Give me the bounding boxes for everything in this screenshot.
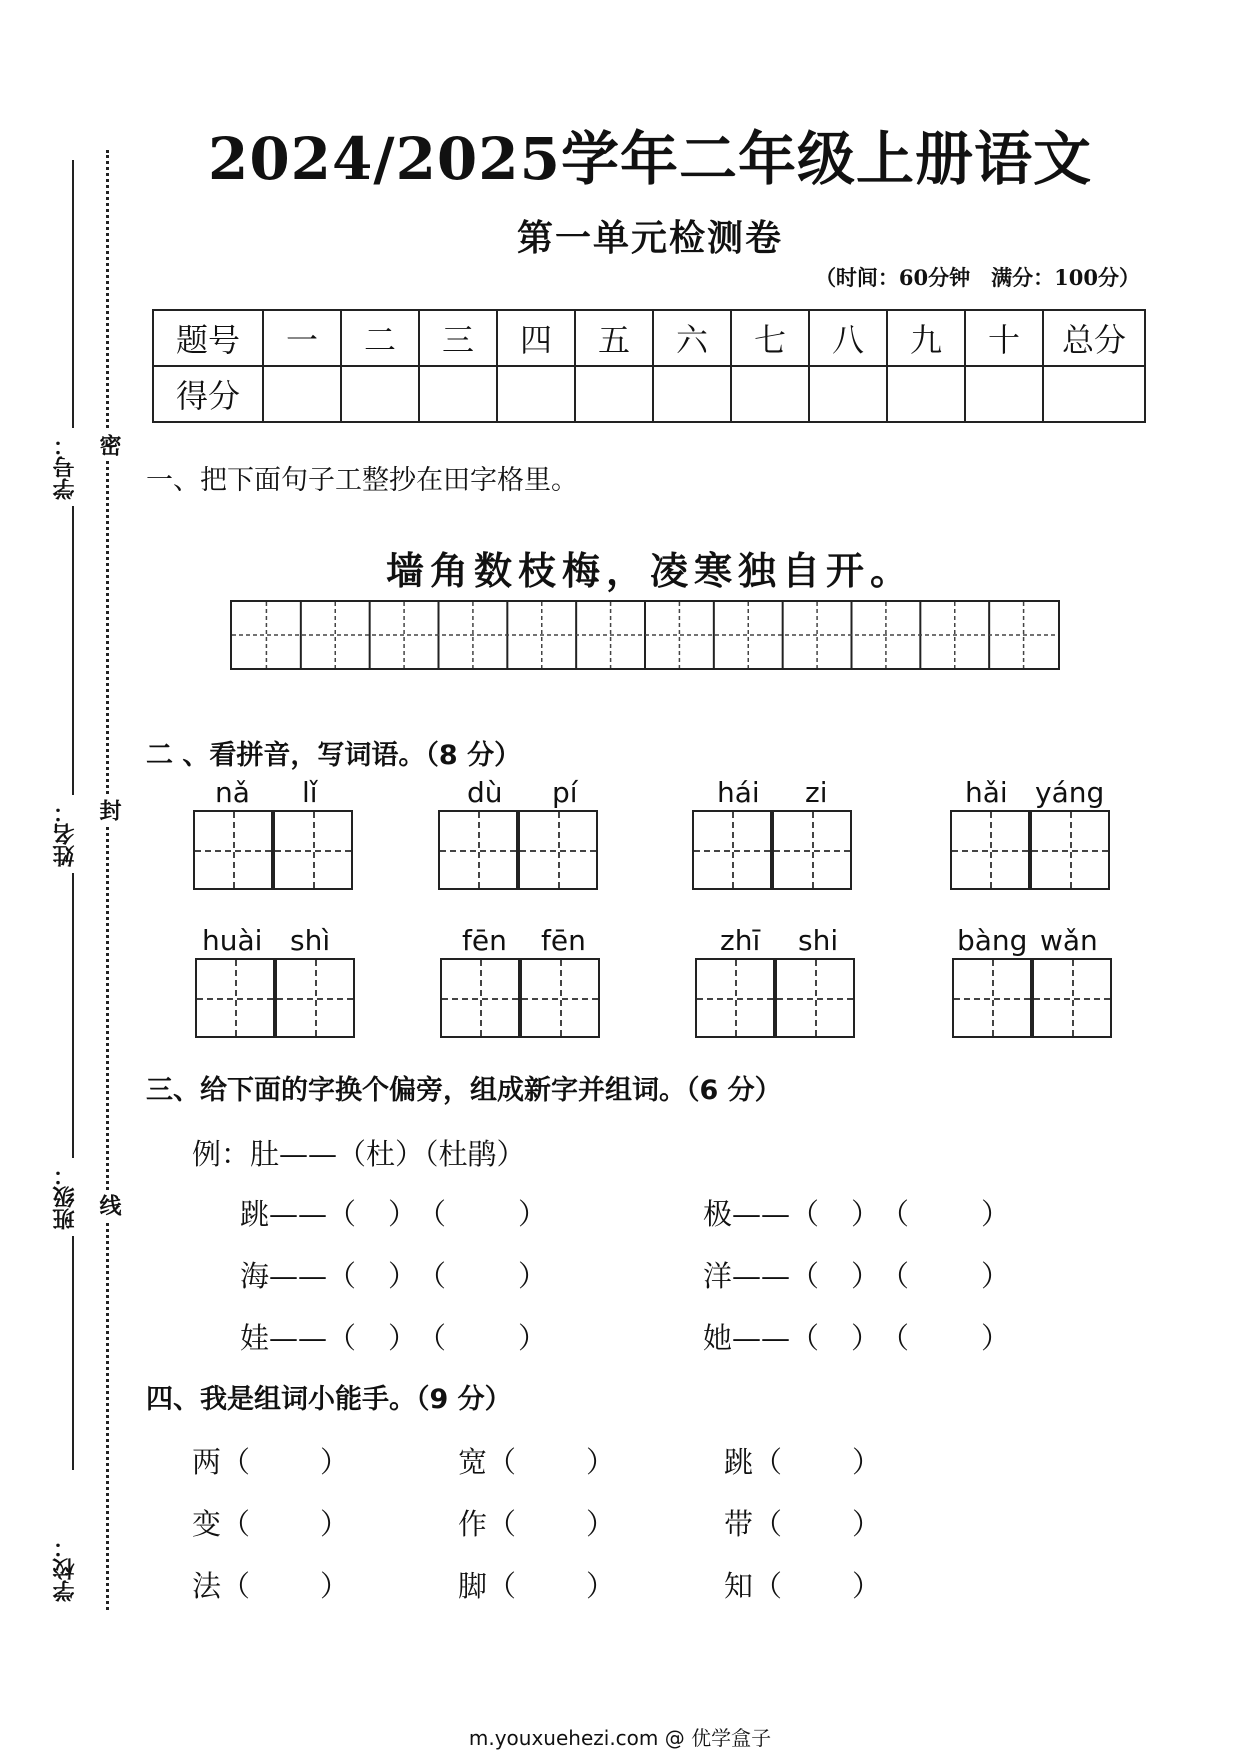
pinyin-label: dù [467,776,503,809]
score-input-cell[interactable] [887,366,965,422]
copy-sentence: 墙角数枝梅，凌寒独自开。 [385,548,914,593]
score-cell: 四 [497,310,575,366]
answer-blank[interactable]: （ ） [487,1569,616,1603]
tianzige-box[interactable] [695,958,775,1038]
pinyin-label: huài [202,924,263,957]
score-input-cell[interactable] [1043,366,1145,422]
student-name-label: 姓名： [50,795,81,873]
answer-blank-char[interactable]: （ ） [790,1259,881,1293]
score-table-header-row [153,310,1145,366]
word-item [192,1564,349,1605]
pinyin-label: fēn [541,924,586,957]
answer-blank[interactable]: （ ） [221,1445,350,1479]
word-item [192,1502,349,1543]
pinyin-label: hái [717,776,760,809]
question-1-heading: 一、把下面句子工整抄在田字格里。 [146,465,578,496]
radical-char: 娃 [240,1321,270,1355]
tianzige-box[interactable] [518,810,598,890]
score-cell: 二 [341,310,419,366]
school-label: 学校： [50,1530,81,1608]
score-table [152,309,1146,423]
copy-grid-lines [232,602,1058,668]
radical-item [703,1192,1010,1233]
answer-blank[interactable]: （ ） [753,1569,882,1603]
pinyin-label: lǐ [302,776,318,809]
tianzige-box[interactable] [440,958,520,1038]
tianzige-box[interactable] [438,810,518,890]
word-char: 宽 [458,1445,488,1479]
pinyin-label: nǎ [215,776,250,809]
score-table-score-row [153,366,1145,422]
pinyin-label: fēn [462,924,507,957]
answer-blank-word[interactable]: （ ） [417,1197,548,1231]
word-item [458,1564,615,1605]
score-input-cell[interactable] [575,366,653,422]
pinyin-label: yáng [1035,776,1105,809]
score-cell: 六 [653,310,731,366]
pinyin-label: hǎi [965,776,1008,809]
tianzige-box[interactable] [775,958,855,1038]
tianzige-box[interactable] [772,810,852,890]
word-char: 跳 [724,1445,754,1479]
radical-dash: —— [732,1321,791,1355]
score-cell: 题号 [153,310,263,366]
seal-char-xian: 线 [93,1190,124,1220]
pinyin-label: shì [290,924,331,957]
radical-item [240,1192,547,1233]
pinyin-label: zi [805,776,828,809]
word-char: 带 [724,1507,754,1541]
radical-char: 极 [703,1197,733,1231]
radical-char: 海 [240,1259,270,1293]
answer-blank-word[interactable]: （ ） [417,1321,548,1355]
word-char: 作 [458,1507,488,1541]
score-cell: 三 [419,310,497,366]
word-char: 法 [192,1569,222,1603]
answer-blank-char[interactable]: （ ） [790,1197,881,1231]
answer-blank-char[interactable]: （ ） [327,1197,418,1231]
question-2-heading: 二 、看拼音，写词语。（8 分） [146,740,522,771]
answer-blank-char[interactable]: （ ） [790,1321,881,1355]
radical-item [240,1254,547,1295]
score-input-cell[interactable] [497,366,575,422]
tianzige-box[interactable] [1030,810,1110,890]
word-char: 两 [192,1445,222,1479]
word-char: 脚 [458,1569,488,1603]
score-input-cell[interactable] [809,366,887,422]
tianzige-box[interactable] [950,810,1030,890]
answer-blank[interactable]: （ ） [221,1507,350,1541]
word-char: 变 [192,1507,222,1541]
word-item [458,1502,615,1543]
score-cell: 一 [263,310,341,366]
class-label: 班级： [50,1158,81,1236]
answer-blank-word[interactable]: （ ） [880,1321,1011,1355]
exam-meta: （时间：60分钟 满分：100分） [814,265,1140,290]
tianzige-box[interactable] [952,958,1032,1038]
radical-item [703,1254,1010,1295]
answer-blank-word[interactable]: （ ） [880,1259,1011,1293]
score-cell: 十 [965,310,1043,366]
pinyin-label: bàng [957,924,1028,957]
score-row-label: 得分 [153,366,263,422]
word-item [724,1502,881,1543]
seal-char-mi: 密 [93,430,124,460]
word-item [724,1564,881,1605]
page-subtitle: 第一单元检测卷 [516,217,783,259]
score-input-cell[interactable] [263,366,341,422]
seal-char-feng: 封 [93,795,124,825]
tianzige-box[interactable] [520,958,600,1038]
radical-dash: —— [269,1259,328,1293]
score-input-cell[interactable] [653,366,731,422]
tianzige-box[interactable] [275,958,355,1038]
tianzige-box[interactable] [692,810,772,890]
answer-blank-char[interactable]: （ ） [327,1321,418,1355]
radical-dash: —— [269,1197,328,1231]
copy-grid[interactable] [230,600,1060,670]
answer-blank[interactable]: （ ） [487,1507,616,1541]
tianzige-box[interactable] [193,810,273,890]
score-input-cell[interactable] [341,366,419,422]
radical-item [240,1316,547,1357]
word-char: 知 [724,1569,754,1603]
score-input-cell[interactable] [731,366,809,422]
answer-blank-word[interactable]: （ ） [417,1259,548,1293]
radical-dash: —— [732,1197,791,1231]
score-cell: 五 [575,310,653,366]
word-item [458,1440,615,1481]
radical-char: 跳 [240,1197,270,1231]
score-cell: 七 [731,310,809,366]
answer-blank[interactable]: （ ） [753,1507,882,1541]
footer-watermark: m.youxuehezi.com @ 优学盒子 [468,1726,772,1750]
answer-blank[interactable]: （ ） [753,1445,882,1479]
word-item [192,1440,349,1481]
question-3-example: 例：肚——（杜）（杜鹃） [192,1137,526,1171]
score-input-cell[interactable] [419,366,497,422]
tianzige-box[interactable] [1032,958,1112,1038]
score-cell: 总分 [1043,310,1145,366]
word-item [724,1440,881,1481]
radical-char: 她 [703,1321,733,1355]
score-input-cell[interactable] [965,366,1043,422]
answer-blank[interactable]: （ ） [487,1445,616,1479]
page-title: 2024/2025学年二年级上册语文 [207,125,1093,193]
radical-dash: —— [732,1259,791,1293]
radical-char: 洋 [703,1259,733,1293]
score-cell: 八 [809,310,887,366]
pinyin-label: pí [552,776,578,809]
radical-dash: —— [269,1321,328,1355]
pinyin-label: wǎn [1040,924,1098,957]
score-cell: 九 [887,310,965,366]
answer-blank-word[interactable]: （ ） [880,1197,1011,1231]
pinyin-label: zhī [720,924,761,957]
tianzige-box[interactable] [195,958,275,1038]
question-4-heading: 四、我是组词小能手。（9 分） [146,1384,512,1415]
tianzige-box[interactable] [273,810,353,890]
question-3-heading: 三、给下面的字换个偏旁，组成新字并组词。（6 分） [146,1075,782,1106]
answer-blank[interactable]: （ ） [221,1569,350,1603]
radical-item [703,1316,1010,1357]
pinyin-label: shi [798,924,839,957]
answer-blank-char[interactable]: （ ） [327,1259,418,1293]
student-id-label: 学号： [50,428,81,506]
seal-dotted-line [106,150,109,1610]
